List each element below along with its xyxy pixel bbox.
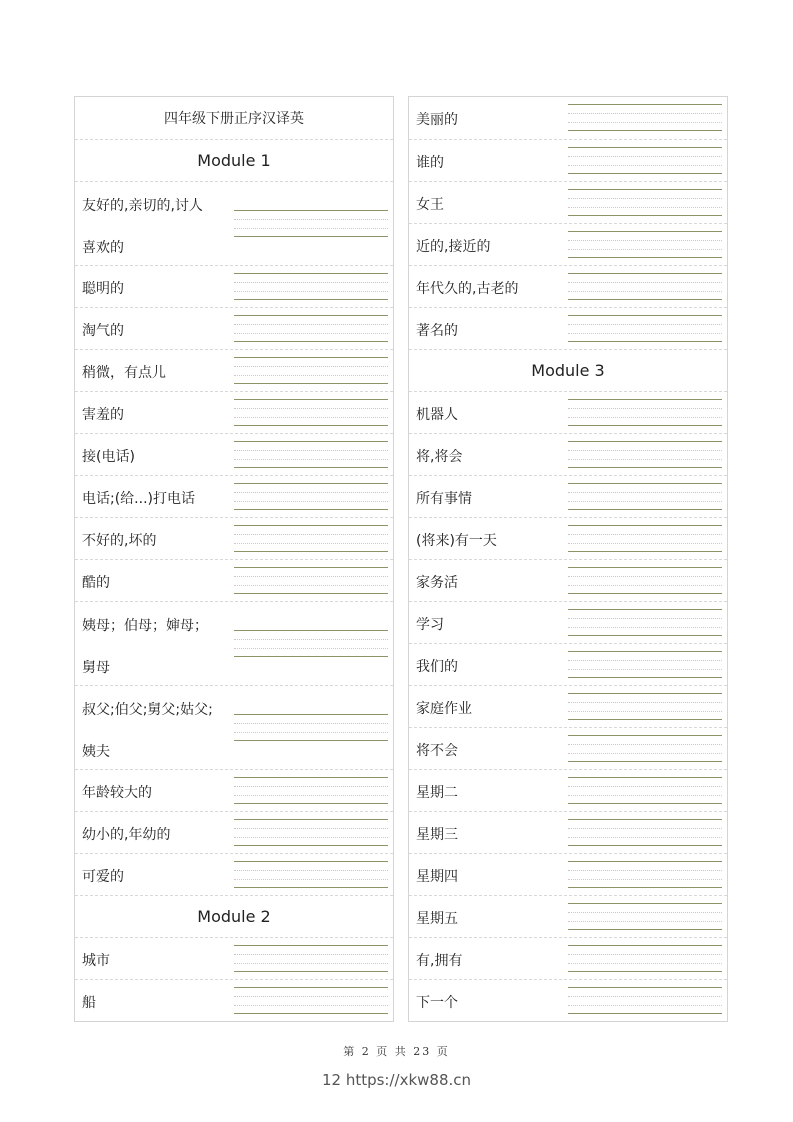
chinese-term: 接(电话) xyxy=(82,449,135,465)
vocab-row xyxy=(75,475,393,517)
chinese-term: 年代久的,古老的 xyxy=(416,281,519,297)
answer-writing-lines[interactable] xyxy=(234,483,388,511)
answer-writing-lines[interactable] xyxy=(568,819,722,847)
vocab-row xyxy=(75,559,393,601)
chinese-term: 将,将会 xyxy=(416,449,463,465)
vocab-row xyxy=(409,937,727,979)
vocab-row xyxy=(75,601,393,685)
chinese-term: 年龄较大的 xyxy=(82,785,152,801)
answer-writing-lines[interactable] xyxy=(568,147,722,175)
answer-writing-lines[interactable] xyxy=(568,609,722,637)
chinese-term: 机器人 xyxy=(416,407,458,423)
module-heading xyxy=(409,349,727,391)
answer-writing-lines[interactable] xyxy=(568,441,722,469)
chinese-term: 学习 xyxy=(416,617,444,633)
worksheet-title xyxy=(75,97,393,139)
answer-writing-lines[interactable] xyxy=(234,777,388,805)
chinese-term: 星期二 xyxy=(416,785,458,801)
chinese-term: 所有事情 xyxy=(416,491,472,507)
answer-writing-lines[interactable] xyxy=(568,651,722,679)
vocab-row xyxy=(409,517,727,559)
answer-writing-lines[interactable] xyxy=(234,987,388,1015)
vocab-row xyxy=(75,307,393,349)
vocab-row xyxy=(75,811,393,853)
chinese-term: 不好的,坏的 xyxy=(82,533,157,549)
answer-writing-lines[interactable] xyxy=(234,273,388,301)
chinese-term: 家庭作业 xyxy=(416,701,472,717)
vocab-row xyxy=(409,475,727,517)
module-label: Module 3 xyxy=(531,361,605,380)
answer-writing-lines[interactable] xyxy=(234,357,388,385)
answer-writing-lines[interactable] xyxy=(568,189,722,217)
chinese-term: 可爱的 xyxy=(82,869,124,885)
answer-writing-lines[interactable] xyxy=(234,714,388,742)
chinese-term: 城市 xyxy=(82,953,110,969)
chinese-term: 友好的,亲切的,讨人 xyxy=(82,198,203,214)
answer-writing-lines[interactable] xyxy=(234,210,388,238)
module-heading xyxy=(75,139,393,181)
chinese-term: (将来)有一天 xyxy=(416,533,497,549)
vocab-row xyxy=(75,265,393,307)
chinese-term: 著名的 xyxy=(416,323,458,339)
vocab-row xyxy=(75,181,393,265)
chinese-term: 我们的 xyxy=(416,659,458,675)
chinese-term: 淘气的 xyxy=(82,323,124,339)
vocab-row xyxy=(409,139,727,181)
vocab-row xyxy=(409,433,727,475)
vocab-table-right xyxy=(408,96,728,1022)
chinese-term: 近的,接近的 xyxy=(416,239,491,255)
page-number: 第 2 页 共 23 页 xyxy=(343,1045,450,1058)
vocab-row xyxy=(409,895,727,937)
vocab-row xyxy=(409,853,727,895)
chinese-term: 将不会 xyxy=(416,743,458,759)
chinese-term-cont: 舅母 xyxy=(82,660,110,676)
answer-writing-lines[interactable] xyxy=(568,693,722,721)
vocab-row xyxy=(75,685,393,769)
answer-writing-lines[interactable] xyxy=(568,399,722,427)
answer-writing-lines[interactable] xyxy=(568,987,722,1015)
vocab-row xyxy=(409,811,727,853)
module-label: Module 1 xyxy=(197,151,271,170)
vocab-row xyxy=(409,97,727,139)
answer-writing-lines[interactable] xyxy=(568,735,722,763)
vocab-row xyxy=(75,391,393,433)
vocab-row xyxy=(409,643,727,685)
vocab-row xyxy=(75,979,393,1021)
chinese-term: 害羞的 xyxy=(82,407,124,423)
vocab-row xyxy=(409,769,727,811)
vocab-row xyxy=(409,685,727,727)
chinese-term: 星期五 xyxy=(416,911,458,927)
vocab-row xyxy=(75,853,393,895)
vocab-row xyxy=(409,391,727,433)
answer-writing-lines[interactable] xyxy=(568,315,722,343)
answer-writing-lines[interactable] xyxy=(234,861,388,889)
vocab-table-left xyxy=(74,96,394,1022)
answer-writing-lines[interactable] xyxy=(568,483,722,511)
answer-writing-lines[interactable] xyxy=(568,861,722,889)
answer-writing-lines[interactable] xyxy=(568,104,722,132)
answer-writing-lines[interactable] xyxy=(568,525,722,553)
vocab-row xyxy=(409,601,727,643)
module-heading xyxy=(75,895,393,937)
chinese-term: 美丽的 xyxy=(416,112,458,128)
vocab-row xyxy=(75,349,393,391)
answer-writing-lines[interactable] xyxy=(568,777,722,805)
vocab-row xyxy=(409,727,727,769)
answer-writing-lines[interactable] xyxy=(568,231,722,259)
vocab-row xyxy=(409,223,727,265)
answer-writing-lines[interactable] xyxy=(234,399,388,427)
chinese-term: 稍微，有点儿 xyxy=(82,365,166,381)
chinese-term-cont: 姨夫 xyxy=(82,744,110,760)
chinese-term: 星期三 xyxy=(416,827,458,843)
watermark-url: 12 https://xkw88.cn xyxy=(321,1071,472,1089)
answer-writing-lines[interactable] xyxy=(234,525,388,553)
chinese-term: 星期四 xyxy=(416,869,458,885)
chinese-term: 谁的 xyxy=(416,155,444,171)
answer-writing-lines[interactable] xyxy=(234,945,388,973)
vocab-row xyxy=(75,769,393,811)
answer-writing-lines[interactable] xyxy=(234,441,388,469)
title-text: 四年级下册正序汉译英 xyxy=(164,111,304,127)
chinese-term: 叔父;伯父;舅父;姑父; xyxy=(82,702,213,718)
answer-writing-lines[interactable] xyxy=(234,567,388,595)
answer-writing-lines[interactable] xyxy=(568,903,722,931)
chinese-term-cont: 喜欢的 xyxy=(82,240,124,256)
vocab-row xyxy=(409,979,727,1021)
chinese-term: 船 xyxy=(82,995,96,1011)
answer-writing-lines[interactable] xyxy=(234,315,388,343)
chinese-term: 有,拥有 xyxy=(416,953,463,969)
chinese-term: 下一个 xyxy=(416,995,458,1011)
vocab-row xyxy=(409,265,727,307)
answer-writing-lines[interactable] xyxy=(568,273,722,301)
vocab-row xyxy=(409,559,727,601)
vocab-row xyxy=(75,937,393,979)
chinese-term: 家务活 xyxy=(416,575,458,591)
vocab-row xyxy=(75,517,393,559)
chinese-term: 幼小的,年幼的 xyxy=(82,827,171,843)
chinese-term: 电话;(给...)打电话 xyxy=(82,491,195,507)
answer-writing-lines[interactable] xyxy=(568,945,722,973)
answer-writing-lines[interactable] xyxy=(234,819,388,847)
answer-writing-lines[interactable] xyxy=(234,630,388,658)
chinese-term: 姨母；伯母；婶母； xyxy=(82,618,208,634)
vocab-row xyxy=(409,307,727,349)
vocab-row xyxy=(409,181,727,223)
chinese-term: 女王 xyxy=(416,197,444,213)
answer-writing-lines[interactable] xyxy=(568,567,722,595)
module-label: Module 2 xyxy=(197,907,271,926)
chinese-term: 聪明的 xyxy=(82,281,124,297)
chinese-term: 酷的 xyxy=(82,575,110,591)
vocab-row xyxy=(75,433,393,475)
